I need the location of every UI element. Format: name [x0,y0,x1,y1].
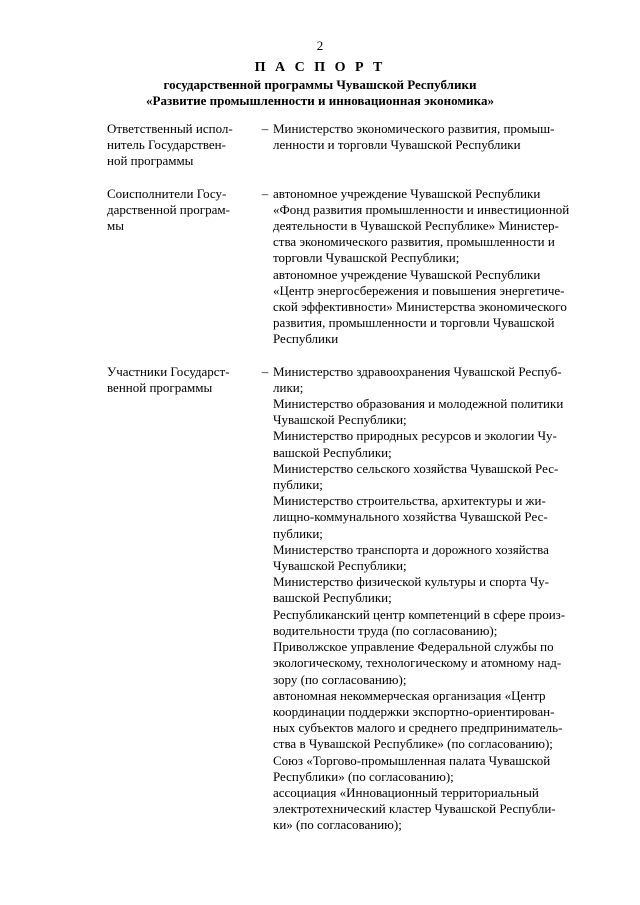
page-number: 2 [316,38,324,53]
value-item: Министерство транспорта и дорожного хозяйства Чувашской Республики; [273,541,549,574]
row-value [273,364,595,834]
value-item: ассоциация «Инновационный территориальный электротехнический кластер Чувашской Республи- ки» (по согласованию); [273,784,556,833]
row-label: Ответственный испол- нитель Государствен- ной программы [107,121,233,169]
value-item: автономное учреждение Чувашской Республики «Центр энергосбережения и повышения энергетиче- ской эффективности» Министерства экономического развития, промышленности и торговли Чувашской Республики [273,266,567,347]
row-value [273,121,595,170]
value-item: Министерство сельского хозяйства Чувашской Рес- публики; [273,460,559,493]
row-dash: – [261,121,269,136]
document-title-block [0,59,640,109]
value-item: Министерство здравоохранения Чувашской Респуб- лики; [273,363,562,395]
document-title: П А С П О Р Т [254,60,386,75]
row-label: Участники Государст- венной программы [107,363,230,395]
row-value [273,186,595,348]
document-subtitle-line-1: государственной программы Чувашской Республики [163,77,477,92]
value-item: Союз «Торгово-промышленная палата Чувашской Республики» (по согласованию); [273,752,551,784]
row-dash: – [261,363,269,379]
value-item: Министерство природных ресурсов и экологии Чу- вашской Республики; [273,428,557,460]
value-item: автономное учреждение Чувашской Республики «Фонд развития промышленности и инвестиционной деятельности в Чувашской Республике» Министер- ства экономического развития, промышленности и торговли Чувашской Республики; [273,185,570,266]
passport-row-responsible [107,121,595,170]
value-item: Министерство физической культуры и спорта Чу- вашской Республики; [273,574,550,606]
value-item: автономная некоммерческая организация «Центр координации поддержки экспортно-ориентирован- ных субъектов малого и среднего предприниматель- ства в Чувашской Республике» (по согласованию); [273,687,563,752]
passport-row-participants [107,364,595,834]
row-dash: – [261,185,269,201]
value-item: Министерство строительства, архитектуры и жи- лищно-коммунального хозяйства Чувашской Рес- публики; [273,493,548,541]
passport-table [107,121,595,834]
document-subtitle-line-2: «Развитие промышленности и инновационная экономика» [146,93,494,108]
value-item: Республиканский центр компетенций в сфере произ- водительности труда (по согласованию); [273,606,566,638]
passport-row-coexecutors [107,186,595,348]
value-item: Приволжское управление Федеральной службы по экологическому, технологическому и атомному над- зору (по согласованию); [273,639,562,687]
row-label: Соисполнители Госу- дарственной програм- мы [107,185,230,234]
value-item: Министерство образования и молодежной политики Чувашской Республики; [273,396,564,428]
value-item: Министерство экономического развития, промыш- ленности и торговли Чувашской Республики [273,121,555,153]
